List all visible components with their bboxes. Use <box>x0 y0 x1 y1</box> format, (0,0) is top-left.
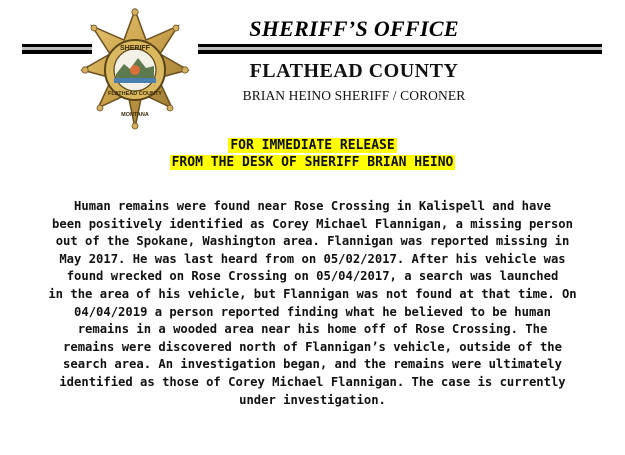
county-name: FLATHEAD COUNTY <box>249 60 459 82</box>
office-title: SHERIFF’S OFFICE <box>249 16 459 41</box>
body-line: out of the Spokane, Washington area. Flannigan was reported missing in <box>55 234 570 249</box>
release-line-1 <box>0 138 625 153</box>
body-line: under investigation. <box>239 392 386 407</box>
release-line-2 <box>0 155 625 170</box>
body-line: search area. An investigation began, and the remains were ultimately <box>63 357 562 372</box>
body-line: identified as those of Corey Michael Flannigan. The case is currently <box>59 374 566 389</box>
release-highlight-2: FROM THE DESK OF SHERIFF BRIAN HEINO <box>171 155 454 170</box>
badge-top-text: SHERIFF <box>120 45 150 52</box>
body-line: remains were discovered north of Flannigan’s vehicle, outside of the <box>63 339 562 354</box>
body-line: found wrecked on Rose Crossing on 05/04/2017, a search was launched <box>66 269 559 284</box>
body-line: remains in a wooded area near his home off of Rose Crossing. The <box>77 322 548 337</box>
body-line: been positively identified as Corey Michael Flannigan, a missing person <box>52 216 573 231</box>
header-rule-left <box>22 44 92 54</box>
body-line: 04/04/2019 a person reported finding what he believed to be human <box>74 304 551 319</box>
sheriff-name-line: BRIAN HEINO SHERIFF / CORONER <box>242 88 466 103</box>
release-highlight-1: FOR IMMEDIATE RELEASE <box>230 138 395 153</box>
body-line: May 2017. He was last heard from on 05/02/2017. After his vehicle was <box>59 251 566 266</box>
body-line: in the area of his vehicle, but Flannigan was not found at that time. On <box>48 286 577 301</box>
sheriff-star-badge-icon <box>80 8 190 130</box>
badge-bottom-text: FLATHEAD COUNTY <box>108 91 162 97</box>
badge-state-text: MONTANA <box>121 112 149 118</box>
press-release-body <box>30 198 595 409</box>
header-rule-right <box>198 44 602 54</box>
body-line: Human remains were found near Rose Crossing in Kalispell and have <box>74 199 551 213</box>
